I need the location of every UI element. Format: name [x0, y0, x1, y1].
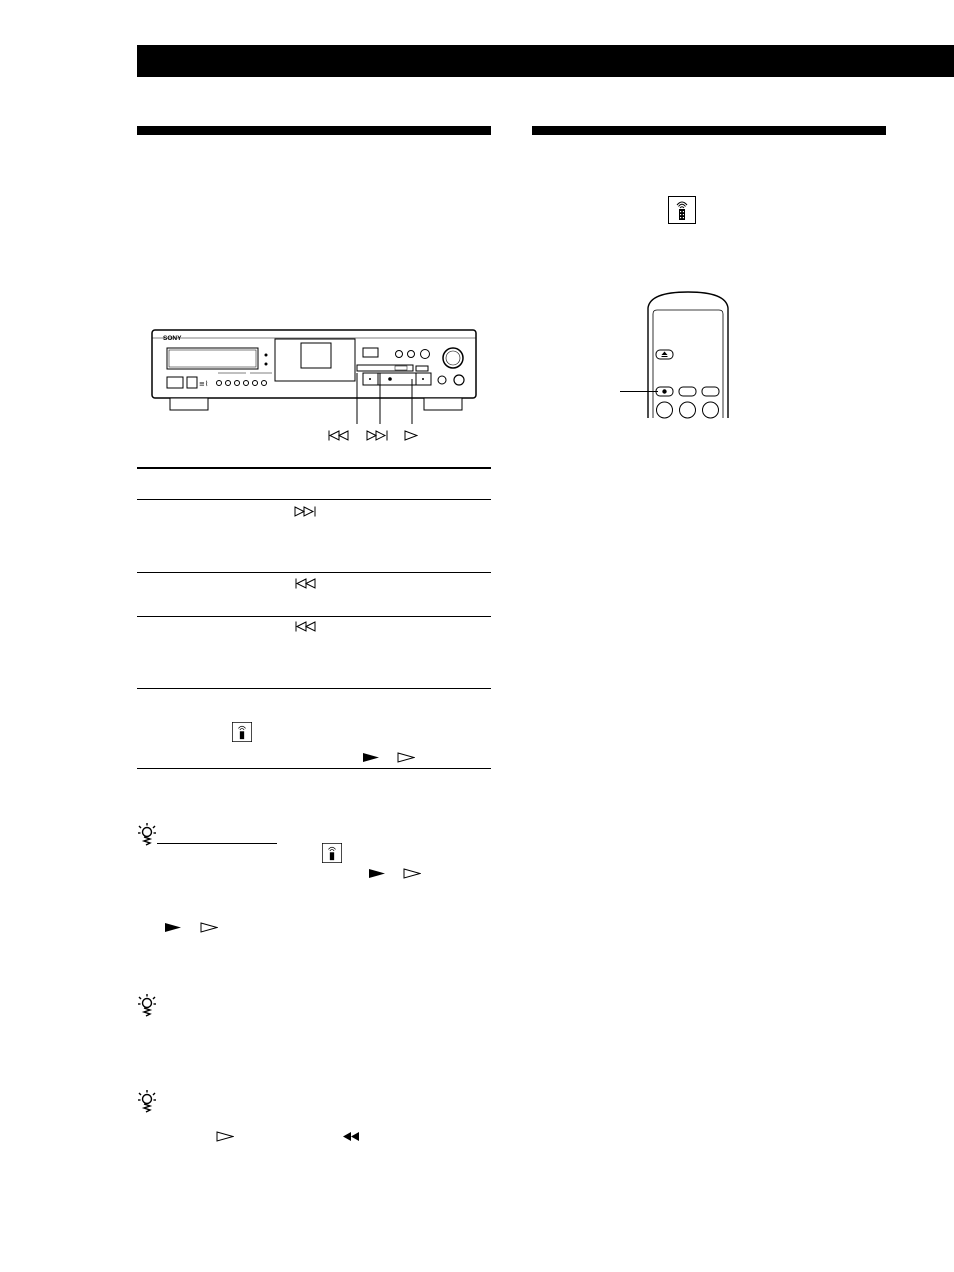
- table-row-rule: [137, 616, 491, 617]
- play-icon: [397, 752, 415, 763]
- play-icon: [403, 868, 421, 879]
- previous-track-icon: [294, 578, 318, 589]
- table-header-rule: [137, 499, 491, 500]
- table-bottom-rule: [137, 768, 491, 769]
- table-row-rule: [137, 688, 491, 689]
- remote-control-icon: [232, 722, 252, 742]
- previous-track-icon: [328, 430, 350, 441]
- hint-lightbulb-icon: [137, 993, 157, 1017]
- previous-track-icon: [294, 621, 318, 632]
- play-icon: [216, 1131, 234, 1142]
- play-icon: [200, 922, 218, 933]
- table-top-rule: [137, 467, 491, 469]
- deck-front-panel-illustration: [150, 328, 480, 448]
- next-track-icon: [366, 430, 388, 441]
- hint-lightbulb-icon: [137, 822, 157, 846]
- remote-control-illustration: [620, 290, 732, 420]
- remote-control-icon: [668, 196, 696, 224]
- sony-logo: SONY: [163, 335, 182, 342]
- remote-control-icon: [322, 843, 342, 863]
- right-section-bar: [532, 126, 886, 135]
- table-row-rule: [137, 572, 491, 573]
- left-section-bar: [137, 126, 491, 135]
- hint-rule: [157, 843, 277, 844]
- play-filled-icon: [368, 868, 386, 879]
- svg-text:≡⌇: ≡⌇: [199, 380, 209, 388]
- play-icon: [404, 430, 418, 441]
- page-header-bar: [137, 45, 954, 77]
- hint-lightbulb-icon: [137, 1089, 157, 1113]
- rewind-icon: [342, 1131, 360, 1142]
- play-filled-icon: [362, 752, 380, 763]
- next-track-icon: [294, 506, 318, 517]
- play-filled-icon: [164, 922, 182, 933]
